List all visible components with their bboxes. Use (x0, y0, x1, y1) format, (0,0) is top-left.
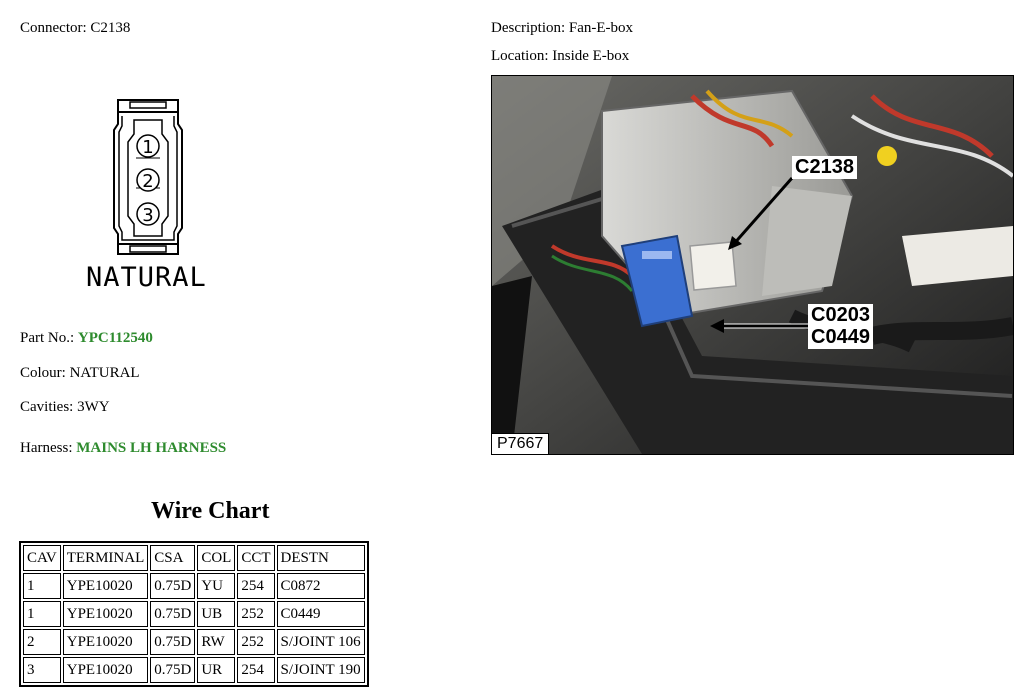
cell-col: UB (197, 601, 235, 627)
part-number-row (20, 330, 153, 347)
header-cav: CAV (23, 545, 61, 571)
cell-cct: 254 (237, 657, 274, 683)
header-col: COL (197, 545, 235, 571)
photo-callout-c0203: C0203 (808, 304, 873, 327)
cell-cav: 1 (23, 601, 61, 627)
cell-csa: 0.75D (150, 629, 195, 655)
cell-destn: C0872 (277, 573, 365, 599)
cell-destn: C0449 (277, 601, 365, 627)
cell-cct: 252 (237, 629, 274, 655)
cell-csa: 0.75D (150, 657, 195, 683)
location-label: Location: Inside E-box (491, 48, 630, 64)
cell-cct: 254 (237, 573, 274, 599)
cell-cav: 1 (23, 573, 61, 599)
cell-col: RW (197, 629, 235, 655)
header-terminal: TERMINAL (63, 545, 149, 571)
harness-label: Harness: (20, 440, 73, 456)
cell-destn: S/JOINT 106 (277, 629, 365, 655)
cell-csa: 0.75D (150, 601, 195, 627)
cell-csa: 0.75D (150, 573, 195, 599)
cell-terminal: YPE10020 (63, 573, 149, 599)
table-row (23, 573, 365, 599)
cell-destn: S/JOINT 190 (277, 657, 365, 683)
cell-cct: 252 (237, 601, 274, 627)
location-photo-illustration (492, 76, 1013, 454)
cell-col: YU (197, 573, 235, 599)
cell-terminal: YPE10020 (63, 629, 149, 655)
header-cct: CCT (237, 545, 274, 571)
diagram-colour-text: NATURAL (86, 262, 207, 293)
part-number-link[interactable]: YPC112540 (77, 330, 153, 346)
cavity-2-number: 2 (142, 171, 154, 192)
description-label: Description: Fan-E-box (491, 20, 634, 36)
connector-diagram (110, 98, 186, 256)
cell-col: UR (197, 657, 235, 683)
cavities-label: Cavities: 3WY (20, 399, 110, 415)
photo-callout-c2138: C2138 (792, 156, 857, 179)
photo-callout-c0449: C0449 (808, 326, 873, 349)
location-photo (491, 75, 1014, 455)
part-number-label: Part No.: (20, 330, 75, 346)
table-row (23, 601, 365, 627)
table-row (23, 657, 365, 683)
photo-reference-label: P7667 (492, 433, 549, 454)
table-row (23, 629, 365, 655)
cavity-1-number: 1 (142, 137, 154, 158)
header-destn: DESTN (277, 545, 365, 571)
cell-terminal: YPE10020 (63, 601, 149, 627)
cavity-3-number: 3 (142, 205, 154, 226)
wire-chart-table (19, 541, 369, 687)
cell-cav: 3 (23, 657, 61, 683)
connector-label: Connector: C2138 (20, 20, 131, 36)
table-header-row (23, 545, 365, 571)
cell-cav: 2 (23, 629, 61, 655)
cell-terminal: YPE10020 (63, 657, 149, 683)
harness-row (20, 440, 226, 457)
wire-chart-title: Wire Chart (151, 498, 270, 524)
colour-label: Colour: NATURAL (20, 365, 140, 381)
header-csa: CSA (150, 545, 195, 571)
harness-link[interactable]: MAINS LH HARNESS (76, 440, 227, 456)
